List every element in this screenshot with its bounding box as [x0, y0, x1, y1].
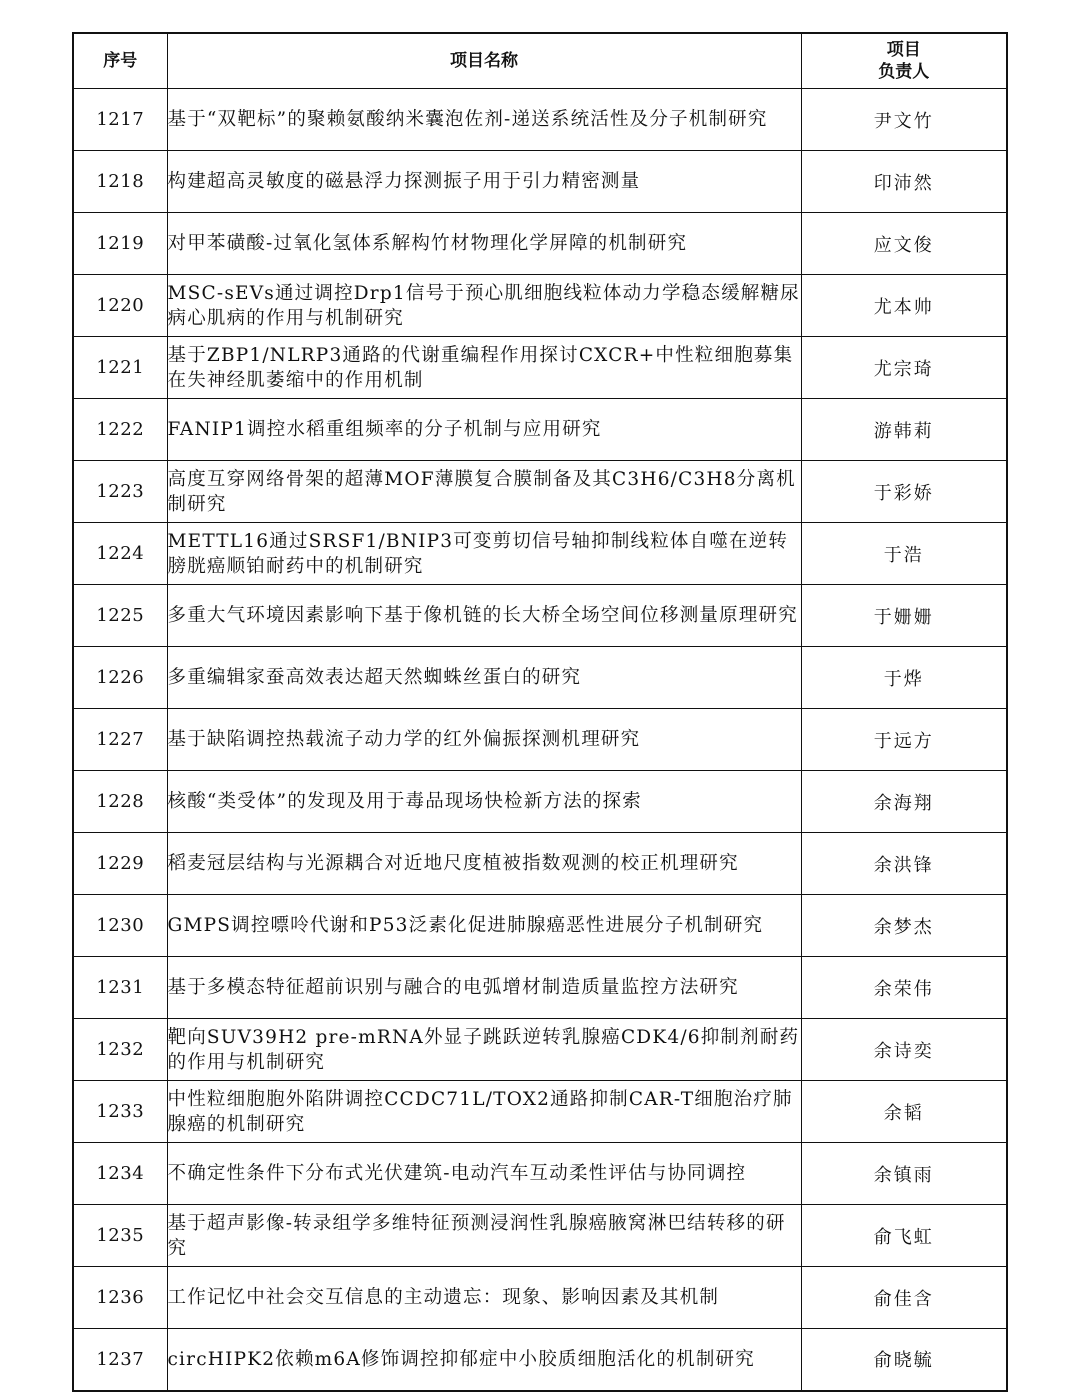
row-number: 1219	[73, 213, 167, 275]
row-project-name: 稻麦冠层结构与光源耦合对近地尺度植被指数观测的校正机理研究	[167, 833, 801, 895]
row-number: 1224	[73, 523, 167, 585]
row-number: 1222	[73, 399, 167, 461]
table-row	[73, 89, 1007, 151]
row-leader: 余洪锋	[801, 833, 1007, 895]
row-number: 1232	[73, 1019, 167, 1081]
table-row	[73, 1081, 1007, 1143]
table-header	[73, 33, 1007, 89]
table-row	[73, 709, 1007, 771]
row-leader: 余梦杰	[801, 895, 1007, 957]
row-project-name: 基于ZBP1/NLRP3通路的代谢重编程作用探讨CXCR+中性粒细胞募集在失神经肌萎缩中的作用机制	[167, 337, 801, 399]
table-row	[73, 957, 1007, 1019]
table-row	[73, 275, 1007, 337]
row-number: 1230	[73, 895, 167, 957]
row-project-name: 高度互穿网络骨架的超薄MOF薄膜复合膜制备及其C3H6/C3H8分离机制研究	[167, 461, 801, 523]
row-project-name: 工作记忆中社会交互信息的主动遗忘：现象、影响因素及其机制	[167, 1267, 801, 1329]
row-project-name: GMPS调控嘌呤代谢和P53泛素化促进肺腺癌恶性进展分子机制研究	[167, 895, 801, 957]
row-project-name: 中性粒细胞胞外陷阱调控CCDC71L/TOX2通路抑制CAR-T细胞治疗肺腺癌的机制研究	[167, 1081, 801, 1143]
row-number: 1226	[73, 647, 167, 709]
row-number: 1220	[73, 275, 167, 337]
row-project-name: 靶向SUV39H2 pre-mRNA外显子跳跃逆转乳腺癌CDK4/6抑制剂耐药的作用与机制研究	[167, 1019, 801, 1081]
table-row	[73, 213, 1007, 275]
table-row	[73, 833, 1007, 895]
table-row	[73, 895, 1007, 957]
row-leader: 于浩	[801, 523, 1007, 585]
table-row	[73, 151, 1007, 213]
row-project-name: FANIP1调控水稻重组频率的分子机制与应用研究	[167, 399, 801, 461]
row-number: 1233	[73, 1081, 167, 1143]
row-project-name: 多重编辑家蚕高效表达超天然蜘蛛丝蛋白的研究	[167, 647, 801, 709]
row-project-name: 对甲苯磺酸-过氧化氢体系解构竹材物理化学屏障的机制研究	[167, 213, 801, 275]
row-number: 1221	[73, 337, 167, 399]
row-number: 1227	[73, 709, 167, 771]
row-number: 1235	[73, 1205, 167, 1267]
row-number: 1231	[73, 957, 167, 1019]
row-leader: 印沛然	[801, 151, 1007, 213]
table-row	[73, 585, 1007, 647]
table-row	[73, 337, 1007, 399]
row-number: 1236	[73, 1267, 167, 1329]
table-row	[73, 461, 1007, 523]
row-leader: 于烨	[801, 647, 1007, 709]
table-row	[73, 1205, 1007, 1267]
row-leader: 余韬	[801, 1081, 1007, 1143]
row-number: 1237	[73, 1329, 167, 1391]
row-leader: 俞佳含	[801, 1267, 1007, 1329]
row-project-name: 多重大气环境因素影响下基于像机链的长大桥全场空间位移测量原理研究	[167, 585, 801, 647]
row-leader: 游韩莉	[801, 399, 1007, 461]
row-leader: 俞飞虹	[801, 1205, 1007, 1267]
row-number: 1234	[73, 1143, 167, 1205]
row-leader: 俞晓毓	[801, 1329, 1007, 1391]
project-table	[72, 32, 1008, 1392]
row-number: 1223	[73, 461, 167, 523]
row-leader: 余诗奕	[801, 1019, 1007, 1081]
row-number: 1225	[73, 585, 167, 647]
row-project-name: 基于多模态特征超前识别与融合的电弧增材制造质量监控方法研究	[167, 957, 801, 1019]
row-leader: 于姗姗	[801, 585, 1007, 647]
row-leader: 余荣伟	[801, 957, 1007, 1019]
table-row	[73, 771, 1007, 833]
table-row	[73, 523, 1007, 585]
table-row	[73, 1329, 1007, 1391]
row-number: 1228	[73, 771, 167, 833]
header-row	[73, 33, 1007, 89]
row-leader: 余海翔	[801, 771, 1007, 833]
row-project-name: 基于超声影像-转录组学多维特征预测浸润性乳腺癌腋窝淋巴结转移的研究	[167, 1205, 801, 1267]
table-row	[73, 399, 1007, 461]
header-number: 序号	[73, 33, 167, 89]
row-project-name: 基于“双靶标”的聚赖氨酸纳米囊泡佐剂-递送系统活性及分子机制研究	[167, 89, 801, 151]
row-leader: 尹文竹	[801, 89, 1007, 151]
project-list-sheet	[72, 32, 1006, 1392]
row-leader: 于远方	[801, 709, 1007, 771]
row-leader: 尤本帅	[801, 275, 1007, 337]
header-leader-line2: 负责人	[878, 62, 930, 82]
row-project-name: 不确定性条件下分布式光伏建筑-电动汽车互动柔性评估与协同调控	[167, 1143, 801, 1205]
row-leader: 尤宗琦	[801, 337, 1007, 399]
row-leader: 应文俊	[801, 213, 1007, 275]
row-project-name: METTL16通过SRSF1/BNIP3可变剪切信号轴抑制线粒体自噬在逆转膀胱癌顺铂耐药中的机制研究	[167, 523, 801, 585]
header-leader	[801, 33, 1007, 89]
row-leader: 于彩娇	[801, 461, 1007, 523]
table-row	[73, 1267, 1007, 1329]
header-project-name: 项目名称	[167, 33, 801, 89]
row-number: 1218	[73, 151, 167, 213]
table-row	[73, 647, 1007, 709]
row-project-name: 基于缺陷调控热载流子动力学的红外偏振探测机理研究	[167, 709, 801, 771]
row-leader: 余镇雨	[801, 1143, 1007, 1205]
header-leader-line1: 项目	[886, 40, 921, 60]
row-project-name: circHIPK2依赖m6A修饰调控抑郁症中小胶质细胞活化的机制研究	[167, 1329, 801, 1391]
row-project-name: 核酸“类受体”的发现及用于毒品现场快检新方法的探索	[167, 771, 801, 833]
table-row	[73, 1019, 1007, 1081]
row-project-name: MSC-sEVs通过调控Drp1信号于预心肌细胞线粒体动力学稳态缓解糖尿病心肌病的作用与机制研究	[167, 275, 801, 337]
row-number: 1217	[73, 89, 167, 151]
table-row	[73, 1143, 1007, 1205]
row-project-name: 构建超高灵敏度的磁悬浮力探测振子用于引力精密测量	[167, 151, 801, 213]
table-body	[73, 89, 1007, 1391]
row-number: 1229	[73, 833, 167, 895]
